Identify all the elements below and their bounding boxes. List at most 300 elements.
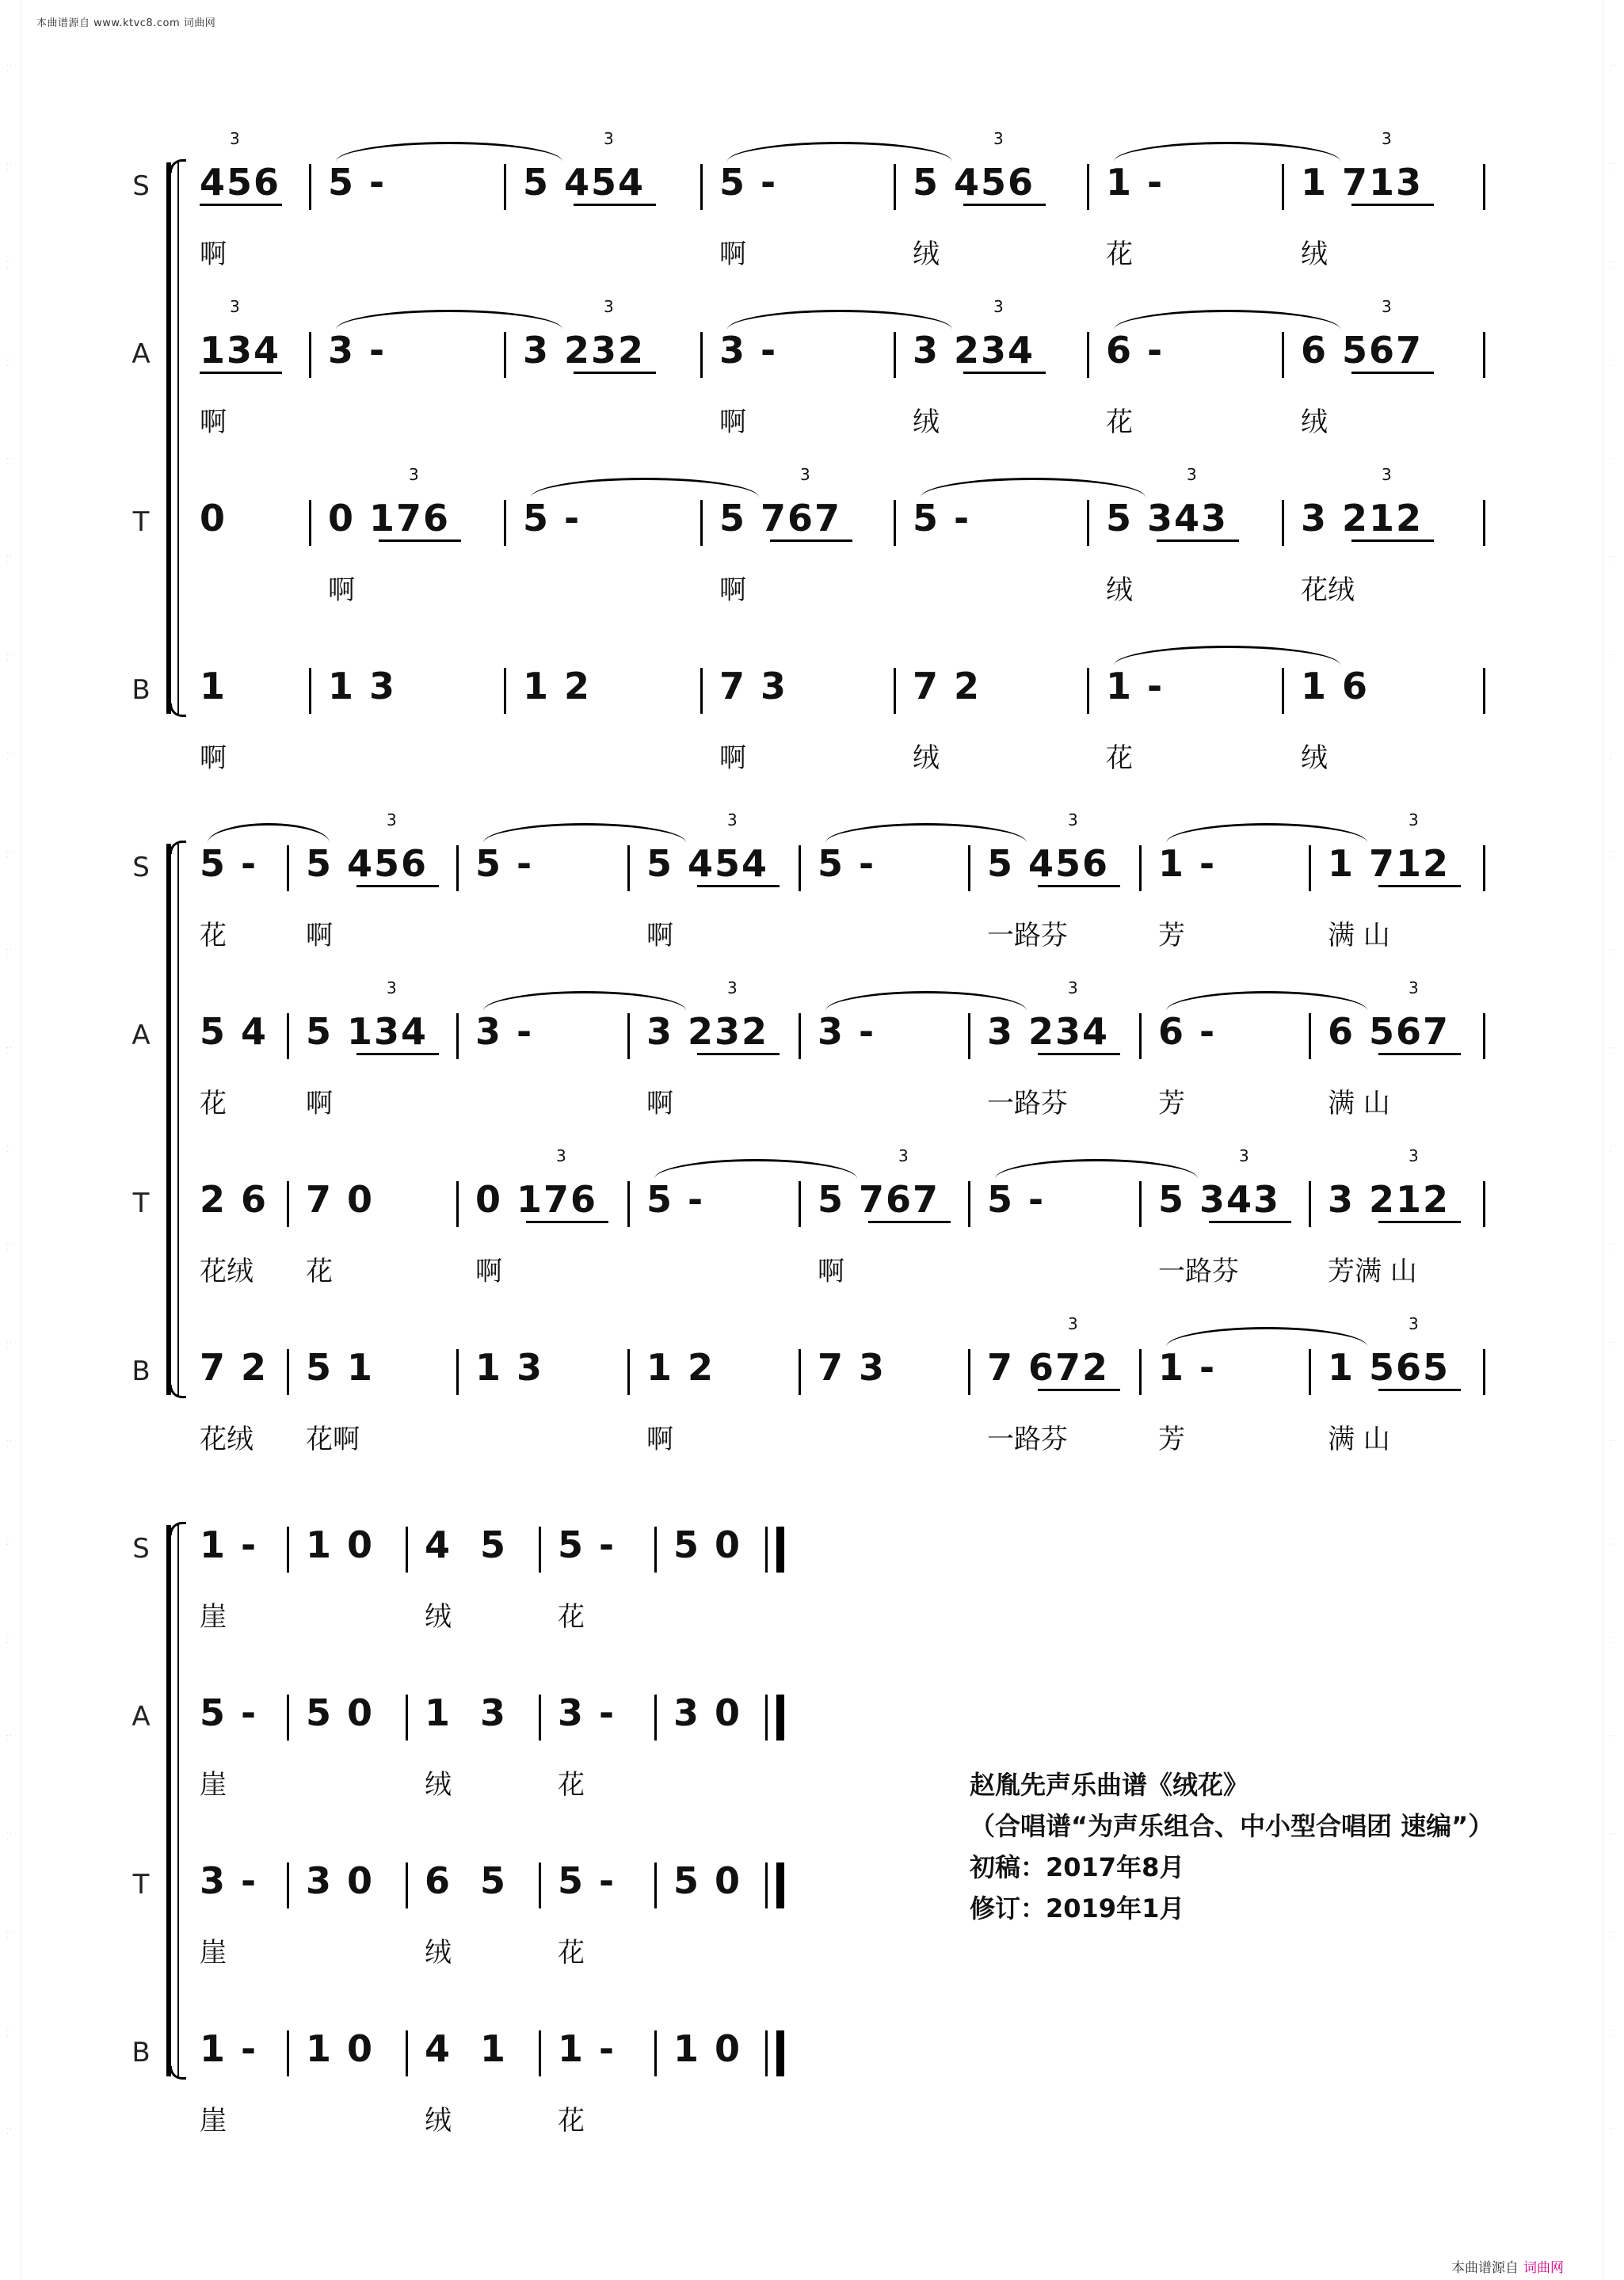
lyric-syllable: 啊 — [306, 920, 333, 951]
measure-notes: 134 — [200, 329, 281, 372]
measure-notes: 1 2 — [646, 1346, 715, 1389]
voice-label: B — [132, 1355, 151, 1387]
measure-notes: 0 176 — [328, 497, 451, 539]
margin-watermark-mark: · · · — [6, 63, 12, 75]
lyric-syllable: 花 — [1106, 742, 1133, 774]
triplet-mark: 3 — [387, 810, 397, 829]
measure-notes: 3 - — [818, 1010, 876, 1053]
measure-notes: 3 232 — [523, 329, 646, 372]
measure-notes: 1 713 — [1301, 161, 1424, 204]
measure-notes: 5 767 — [818, 1178, 940, 1221]
barline — [1309, 1181, 1311, 1227]
tie-slur — [336, 142, 562, 162]
beam-underline — [1157, 539, 1239, 542]
measure-notes: 5 343 — [1158, 1178, 1281, 1221]
credit-title: 赵胤先声乐曲谱《绒花》 — [970, 1770, 1249, 1800]
barline — [406, 1527, 408, 1573]
tie-slur — [727, 310, 952, 330]
lyric-syllable: 啊 — [200, 742, 227, 774]
barline — [504, 668, 506, 714]
triplet-mark: 3 — [1068, 810, 1078, 829]
tie-slur — [995, 1159, 1198, 1179]
margin-watermark-mark: · · · — [1610, 848, 1615, 861]
barline — [504, 332, 506, 378]
beam-underline — [379, 539, 461, 542]
lyric-syllable: 绒 — [425, 2105, 452, 2137]
margin-watermark-mark: · · · — [1610, 1045, 1615, 1058]
lyric-syllable: 绒 — [913, 742, 940, 774]
tie-slur — [483, 823, 686, 843]
measure-notes: 3 212 — [1301, 497, 1424, 539]
triplet-mark: 3 — [1409, 1314, 1419, 1333]
barline — [799, 1349, 801, 1395]
measure-notes: 0 176 — [475, 1178, 598, 1221]
barline — [799, 1181, 801, 1227]
barline — [894, 164, 896, 210]
lyric-syllable: 花绒 — [200, 1256, 254, 1287]
barline — [309, 500, 311, 546]
measure-notes: 1 3 — [328, 665, 397, 707]
left-margin-watermark — [0, 0, 21, 2280]
margin-watermark-mark: · · · — [6, 1831, 12, 1843]
beam-underline — [1351, 372, 1434, 374]
measure-notes: 1 0 — [673, 2027, 742, 2070]
margin-watermark-mark: · · · — [1610, 1340, 1615, 1352]
lyric-syllable: 啊 — [475, 1256, 502, 1287]
final-barline-thin — [765, 2030, 768, 2076]
barline — [504, 164, 506, 210]
lyric-syllable: 绒 — [1301, 406, 1328, 438]
triplet-mark: 3 — [1382, 129, 1392, 148]
measure-notes: 1 3 — [475, 1346, 544, 1389]
barline — [1282, 164, 1284, 210]
lyric-syllable: 啊 — [328, 574, 355, 606]
final-barline-thick — [776, 1527, 784, 1573]
measure-notes: 7 0 — [306, 1178, 375, 1221]
beam-underline — [963, 372, 1046, 374]
measure-notes: 3 0 — [306, 1859, 375, 1902]
lyric-syllable: 啊 — [200, 406, 227, 438]
margin-watermark-mark: · · · — [6, 1438, 12, 1451]
measure-notes: 5 456 — [913, 161, 1035, 204]
barline — [968, 1181, 970, 1227]
beam-underline — [1378, 1221, 1461, 1223]
voice-label: B — [132, 2037, 151, 2068]
tie-slur — [483, 991, 686, 1011]
measure-notes: 5 0 — [673, 1523, 742, 1566]
lyric-syllable: 绒 — [913, 406, 940, 438]
voice-label: T — [132, 506, 150, 538]
measure-notes: 3 - — [200, 1859, 258, 1902]
measure-notes: 5 - — [328, 161, 387, 204]
margin-watermark-mark: · · · — [6, 259, 12, 272]
page-header-source: 本曲谱源自 www.ktvc8.com 词曲网 — [36, 17, 216, 29]
measure-notes: 3 - — [719, 329, 778, 372]
margin-watermark-mark: · · · — [1610, 2126, 1615, 2138]
barline — [1483, 500, 1485, 546]
margin-watermark-mark: · · · — [6, 1045, 12, 1058]
barline — [1309, 1013, 1311, 1059]
triplet-mark: 3 — [1409, 810, 1419, 829]
barline — [287, 1181, 289, 1227]
lyric-syllable: 花绒 — [1301, 574, 1355, 606]
tie-slur — [825, 823, 1027, 843]
margin-watermark-mark: · · · — [6, 1929, 12, 1942]
measure-notes: 5 1 — [306, 1346, 375, 1389]
lyric-syllable: 满 山 — [1328, 920, 1390, 951]
barline — [456, 1349, 459, 1395]
final-barline-thick — [776, 2030, 784, 2076]
lyric-syllable: 啊 — [719, 742, 746, 774]
lyric-syllable: 芳 — [1158, 1088, 1185, 1119]
measure-notes: 1 2 — [523, 665, 592, 707]
lyric-syllable: 芳 — [1158, 920, 1185, 951]
barline — [700, 500, 703, 546]
beam-underline — [356, 1053, 439, 1055]
barline — [1087, 332, 1089, 378]
brace-cap-top — [170, 841, 186, 854]
barline — [700, 164, 703, 210]
triplet-mark: 3 — [993, 297, 1004, 316]
barline — [1087, 164, 1089, 210]
tie-slur — [1114, 142, 1340, 162]
barline — [1087, 500, 1089, 546]
measure-notes: 1 - — [200, 1523, 258, 1566]
voice-label: S — [132, 1533, 150, 1565]
barline — [539, 1695, 541, 1741]
measure-notes: 456 — [200, 161, 281, 204]
final-barline-thick — [776, 1863, 784, 1908]
barline — [799, 845, 801, 891]
beam-underline — [1351, 204, 1434, 206]
margin-watermark-mark: · · · — [6, 947, 12, 959]
lyric-syllable: 花 — [306, 1256, 333, 1287]
measure-notes: 5 - — [200, 842, 258, 885]
margin-watermark-mark: · · · — [1610, 1733, 1615, 1745]
lyric-syllable: 绒 — [1301, 742, 1328, 774]
beam-underline — [770, 539, 852, 542]
measure-notes: 4 5 — [425, 1523, 508, 1566]
barline — [287, 1013, 289, 1059]
lyric-syllable: 啊 — [719, 238, 746, 270]
lyric-syllable: 啊 — [818, 1256, 844, 1287]
lyric-syllable: 啊 — [719, 406, 746, 438]
beam-underline — [1378, 1389, 1461, 1391]
triplet-mark: 3 — [604, 297, 614, 316]
measure-notes: 1 0 — [306, 2027, 375, 2070]
beam-underline — [1351, 539, 1434, 542]
tie-slur — [1166, 1327, 1367, 1347]
lyric-syllable: 花 — [200, 920, 227, 951]
lyric-syllable: 花 — [558, 1937, 585, 1969]
triplet-mark: 3 — [1382, 297, 1392, 316]
barline — [627, 1349, 630, 1395]
barline — [627, 845, 630, 891]
voice-label: S — [132, 170, 150, 202]
voice-label: S — [132, 852, 150, 883]
lyric-syllable: 花 — [558, 1769, 585, 1801]
barline — [1483, 845, 1485, 891]
measure-notes: 4 1 — [425, 2027, 508, 2070]
barline — [406, 1863, 408, 1908]
barline — [1139, 845, 1142, 891]
lyric-syllable: 一路芬 — [1158, 1256, 1239, 1287]
triplet-mark: 3 — [604, 129, 614, 148]
margin-watermark-mark: · · · — [1610, 554, 1615, 566]
beam-underline — [526, 1221, 608, 1223]
measure-notes: 3 0 — [673, 1691, 742, 1734]
lyric-syllable: 绒 — [913, 238, 940, 270]
margin-watermark-mark: · · · — [6, 1241, 12, 1254]
measure-notes: 5 - — [558, 1859, 616, 1902]
measure-notes: 1 - — [200, 2027, 258, 2070]
barline — [1139, 1013, 1142, 1059]
barline — [504, 500, 506, 546]
measure-notes: 1 565 — [1328, 1346, 1451, 1389]
barline — [539, 1527, 541, 1573]
tie-slur — [531, 478, 759, 498]
margin-watermark-mark: · · · — [6, 848, 12, 861]
measure-notes: 5 - — [200, 1691, 258, 1734]
triplet-mark: 3 — [230, 129, 240, 148]
measure-notes: 7 2 — [913, 665, 982, 707]
lyric-syllable: 啊 — [306, 1088, 333, 1119]
measure-notes: 6 567 — [1301, 329, 1424, 372]
barline — [894, 668, 896, 714]
tie-slur — [1114, 646, 1340, 665]
barline — [456, 845, 459, 891]
barline — [1282, 668, 1284, 714]
measure-notes: 5 0 — [673, 1859, 742, 1902]
margin-watermark-mark: · · · — [6, 2027, 12, 2040]
margin-watermark-mark: · · · — [1610, 456, 1615, 468]
margin-watermark-mark: · · · — [6, 750, 12, 763]
measure-notes: 7 3 — [818, 1346, 886, 1389]
triplet-mark: 3 — [387, 978, 397, 997]
triplet-mark: 3 — [409, 465, 419, 484]
lyric-syllable: 芳满 山 — [1328, 1256, 1417, 1287]
measure-notes: 1 712 — [1328, 842, 1451, 885]
measure-notes: 5 454 — [646, 842, 769, 885]
measure-notes: 7 672 — [987, 1346, 1110, 1389]
measure-notes: 6 567 — [1328, 1010, 1451, 1053]
barline — [287, 1695, 289, 1741]
measure-notes: 3 - — [558, 1691, 616, 1734]
barline — [406, 1695, 408, 1741]
measure-notes: 5 4 — [200, 1010, 269, 1053]
triplet-mark: 3 — [993, 129, 1004, 148]
triplet-mark: 3 — [556, 1146, 566, 1165]
margin-watermark-mark: · · · — [6, 456, 12, 468]
barline — [1139, 1181, 1142, 1227]
measure-notes: 3 234 — [987, 1010, 1110, 1053]
beam-underline — [963, 204, 1046, 206]
tie-slur — [336, 310, 562, 330]
lyric-syllable: 绒 — [425, 1937, 452, 1969]
margin-watermark-mark: · · · — [6, 161, 12, 173]
margin-watermark-mark: · · · — [6, 357, 12, 370]
barline — [654, 2030, 657, 2076]
triplet-mark: 3 — [1409, 978, 1419, 997]
barline — [287, 1349, 289, 1395]
measure-notes: 3 212 — [1328, 1178, 1451, 1221]
margin-watermark-mark: · · · — [1610, 1438, 1615, 1451]
margin-watermark-mark: · · · — [1610, 947, 1615, 959]
measure-notes: 3 234 — [913, 329, 1035, 372]
tie-slur — [921, 478, 1146, 498]
barline — [456, 1181, 459, 1227]
measure-notes: 1 - — [558, 2027, 616, 2070]
credit-subtitle: （合唱谱“为声乐组合、中小型合唱团 速编”） — [970, 1811, 1494, 1841]
measure-notes: 7 3 — [719, 665, 788, 707]
beam-underline — [574, 372, 656, 374]
voice-label: A — [132, 1701, 151, 1733]
triplet-mark: 3 — [1239, 1146, 1249, 1165]
triplet-mark: 3 — [1409, 1146, 1419, 1165]
barline — [627, 1181, 630, 1227]
lyric-syllable: 绒 — [1106, 574, 1133, 606]
beam-underline — [200, 372, 282, 374]
margin-watermark-mark: · · · — [1610, 1143, 1615, 1156]
measure-notes: 2 6 — [200, 1178, 269, 1221]
barline — [1483, 668, 1485, 714]
measure-notes: 3 232 — [646, 1010, 769, 1053]
tie-slur — [1166, 991, 1367, 1011]
credit-draft-date: 初稿：2017年8月 — [970, 1852, 1185, 1882]
brace-cap-top — [170, 159, 186, 173]
barline — [287, 1527, 289, 1573]
lyric-syllable: 满 山 — [1328, 1424, 1390, 1455]
margin-watermark-mark: · · · — [1610, 750, 1615, 763]
right-margin-watermark — [1603, 0, 1624, 2280]
tie-slur — [1114, 310, 1340, 330]
measure-notes: 0 — [200, 497, 227, 539]
measure-notes: 1 3 — [425, 1691, 508, 1734]
barline — [1087, 668, 1089, 714]
lyric-syllable: 芳 — [1158, 1424, 1185, 1455]
lyric-syllable: 花 — [200, 1088, 227, 1119]
beam-underline — [697, 1053, 780, 1055]
margin-watermark-mark: · · · — [1610, 652, 1615, 665]
beam-underline — [1038, 1389, 1120, 1391]
beam-underline — [697, 885, 780, 887]
lyric-syllable: 花 — [1106, 238, 1133, 270]
barline — [654, 1527, 657, 1573]
triplet-mark: 3 — [1068, 978, 1078, 997]
beam-underline — [1209, 1221, 1291, 1223]
measure-notes: 1 - — [1158, 842, 1217, 885]
barline — [1309, 1349, 1311, 1395]
measure-notes: 5 0 — [306, 1691, 375, 1734]
triplet-mark: 3 — [800, 465, 810, 484]
lyric-syllable: 崖 — [200, 1769, 227, 1801]
margin-watermark-mark: · · · — [6, 1634, 12, 1647]
system-brace — [166, 1525, 171, 2076]
margin-watermark-mark: · · · — [6, 652, 12, 665]
triplet-mark: 3 — [727, 810, 738, 829]
measure-notes: 5 - — [913, 497, 971, 539]
lyric-syllable: 啊 — [646, 1424, 673, 1455]
margin-watermark-mark: · · · — [6, 1340, 12, 1352]
barline — [539, 2030, 541, 2076]
tie-slur — [208, 823, 330, 843]
measure-notes: 1 - — [1106, 665, 1165, 707]
barline — [1483, 1181, 1485, 1227]
measure-notes: 5 343 — [1106, 497, 1229, 539]
margin-watermark-mark: · · · — [1610, 63, 1615, 75]
barline — [1483, 332, 1485, 378]
lyric-syllable: 一路芬 — [987, 920, 1068, 951]
voice-label: B — [132, 674, 151, 706]
measure-notes: 7 2 — [200, 1346, 269, 1389]
voice-label: A — [132, 1020, 151, 1051]
beam-underline — [356, 885, 439, 887]
barline — [894, 500, 896, 546]
margin-watermark-mark: · · · — [6, 2126, 12, 2138]
measure-notes: 6 5 — [425, 1859, 508, 1902]
barline — [654, 1863, 657, 1908]
lyric-syllable: 绒 — [425, 1769, 452, 1801]
lyric-syllable: 啊 — [646, 1088, 673, 1119]
voice-label: T — [132, 1869, 150, 1901]
beam-underline — [868, 1221, 951, 1223]
margin-watermark-mark: · · · — [1610, 259, 1615, 272]
measure-notes: 6 - — [1106, 329, 1165, 372]
final-barline-thick — [776, 1695, 784, 1741]
measure-notes: 5 - — [987, 1178, 1046, 1221]
triplet-mark: 3 — [1187, 465, 1197, 484]
lyric-syllable: 啊 — [719, 574, 746, 606]
barline — [968, 1349, 970, 1395]
lyric-syllable: 满 山 — [1328, 1088, 1390, 1119]
voice-label: A — [132, 338, 151, 370]
margin-watermark-mark: · · · — [1610, 1536, 1615, 1549]
barline — [539, 1863, 541, 1908]
lyric-syllable: 崖 — [200, 1601, 227, 1633]
measure-notes: 5 454 — [523, 161, 646, 204]
tie-slur — [1166, 823, 1367, 843]
margin-watermark-mark: · · · — [1610, 357, 1615, 370]
beam-underline — [200, 204, 282, 206]
lyric-syllable: 花 — [558, 2105, 585, 2137]
lyric-syllable: 花 — [558, 1601, 585, 1633]
beam-underline — [1038, 1053, 1120, 1055]
barline — [1309, 845, 1311, 891]
triplet-mark: 3 — [1382, 465, 1392, 484]
tie-slur — [727, 142, 952, 162]
lyric-syllable: 崖 — [200, 1937, 227, 1969]
brace-cap-bottom — [170, 2066, 186, 2080]
final-barline-thin — [765, 1527, 768, 1573]
lyric-syllable: 绒 — [1301, 238, 1328, 270]
system-brace — [166, 844, 171, 1395]
triplet-mark: 3 — [230, 297, 240, 316]
measure-notes: 5 - — [818, 842, 876, 885]
margin-watermark-mark: · · · — [1610, 1831, 1615, 1843]
tie-slur — [825, 991, 1027, 1011]
credit-revision-date: 修订：2019年1月 — [970, 1893, 1185, 1924]
brace-cap-bottom — [170, 1385, 186, 1398]
lyric-syllable: 崖 — [200, 2105, 227, 2137]
measure-notes: 5 - — [558, 1523, 616, 1566]
lyric-syllable: 绒 — [425, 1601, 452, 1633]
final-barline-thin — [765, 1863, 768, 1908]
triplet-mark: 3 — [1068, 1314, 1078, 1333]
lyric-syllable: 啊 — [200, 238, 227, 270]
measure-notes: 1 — [200, 665, 227, 707]
page-footer — [1451, 2256, 1564, 2276]
barline — [700, 668, 703, 714]
